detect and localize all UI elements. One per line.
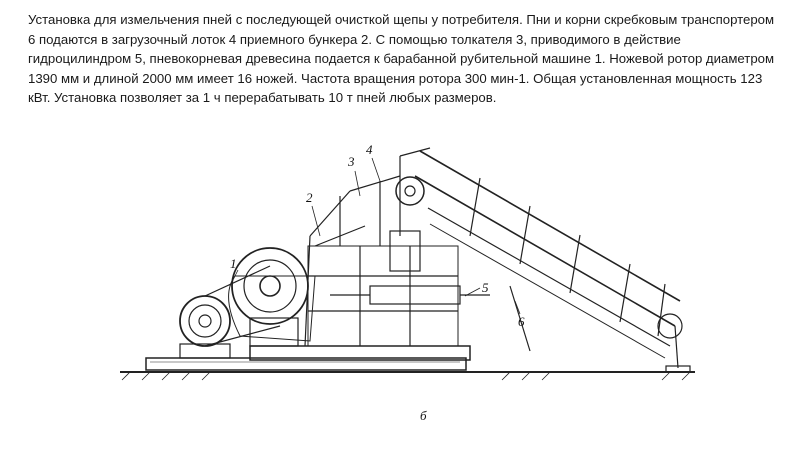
label-1: 1 <box>230 256 237 271</box>
description-text: Установка для измельчения пней с последующей очисткой щепы у потребителя. Пни и корни скребковым транспортером 6 подаются в загрузочный лоток 4 приемного бункера 2. С помощью толкателя 3, приводимого в действие гидроцилиндром 5, пневокорневая древесина подается к барабанной рубительной машине 1. Ножевой ротор диаметром 1390 мм и длиной 2000 мм имеет 16 ножей. Частота вращения ротора 300 мин-1. Общая установленная мощность 123 кВт. Установка позволяет за 1 ч перерабатывать 10 т пней любых размеров. <box>28 12 775 106</box>
label-5: 5 <box>482 280 489 295</box>
chipper-drum <box>229 248 315 346</box>
label-2: 2 <box>306 190 313 205</box>
label-6: 6 <box>518 314 525 329</box>
scraper-conveyor <box>415 151 690 372</box>
hopper <box>305 176 458 346</box>
motor-pulley <box>180 296 230 358</box>
machine-drawing <box>110 136 710 436</box>
figure-caption: б <box>420 408 427 423</box>
label-3: 3 <box>348 154 355 169</box>
label-4: 4 <box>366 142 373 157</box>
